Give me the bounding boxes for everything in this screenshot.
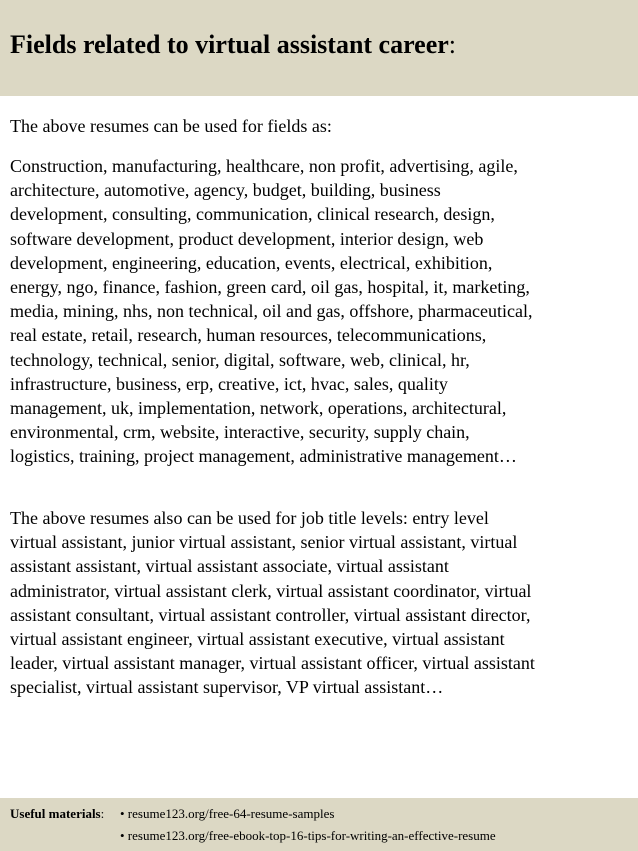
job-levels-text-line: assistant assistant, virtual assistant associate, virtual assistant bbox=[10, 556, 449, 577]
fields-text-line: energy, ngo, finance, fashion, green card, oil gas, hospital, it, marketing, bbox=[10, 277, 530, 298]
fields-text-line: management, uk, implementation, network, operations, architectural, bbox=[10, 398, 507, 419]
fields-text-line: environmental, crm, website, interactive, security, supply chain, bbox=[10, 422, 470, 443]
useful-materials-label-colon: : bbox=[100, 806, 105, 821]
resource-link-ebook-tips[interactable]: • resume123.org/free-ebook-top-16-tips-for-writing-an-effective-resume bbox=[120, 828, 496, 843]
useful-materials-label-text: Useful materials bbox=[10, 806, 101, 821]
page-title bbox=[10, 30, 456, 60]
footer-band bbox=[0, 798, 638, 851]
useful-materials-label bbox=[10, 806, 104, 822]
job-levels-text-line: specialist, virtual assistant supervisor, VP virtual assistant… bbox=[10, 677, 444, 698]
job-levels-text-line: assistant consultant, virtual assistant controller, virtual assistant director, bbox=[10, 604, 531, 625]
job-levels-text-line: virtual assistant, junior virtual assistant, senior virtual assistant, virtual bbox=[10, 532, 518, 553]
fields-text-line: software development, product development, interior design, web bbox=[10, 228, 484, 249]
fields-paragraph bbox=[10, 154, 632, 469]
fields-text-line: logistics, training, project management, administrative management… bbox=[10, 446, 517, 467]
fields-text-line: technology, technical, senior, digital, software, web, clinical, hr, bbox=[10, 349, 470, 370]
fields-text-line: real estate, retail, research, human resources, telecommunications, bbox=[10, 325, 487, 346]
job-levels-text-line: administrator, virtual assistant clerk, virtual assistant coordinator, virtual bbox=[10, 580, 532, 601]
page-title-colon: : bbox=[448, 30, 457, 59]
job-levels-text-line: virtual assistant engineer, virtual assistant executive, virtual assistant bbox=[10, 629, 505, 650]
intro-text: The above resumes can be used for fields as: bbox=[10, 116, 332, 136]
fields-text-line: media, mining, nhs, non technical, oil and gas, offshore, pharmaceutical, bbox=[10, 301, 533, 322]
title-band bbox=[0, 0, 638, 96]
job-levels-paragraph bbox=[10, 506, 632, 700]
page-title-text: Fields related to virtual assistant career bbox=[10, 30, 449, 59]
fields-text-line: infrastructure, business, erp, creative, ict, hvac, sales, quality bbox=[10, 373, 448, 394]
job-levels-text-line: leader, virtual assistant manager, virtual assistant officer, virtual assistant bbox=[10, 653, 535, 674]
fields-text-line: development, engineering, education, events, electrical, exhibition, bbox=[10, 252, 493, 273]
fields-text-line: architecture, automotive, agency, budget, building, business bbox=[10, 180, 441, 201]
fields-text-line: Construction, manufacturing, healthcare, non profit, advertising, agile, bbox=[10, 156, 518, 176]
fields-text-line: development, consulting, communication, clinical research, design, bbox=[10, 204, 495, 225]
job-levels-text-line: The above resumes also can be used for job title levels: entry level bbox=[10, 508, 489, 528]
resource-link-resume-samples[interactable]: • resume123.org/free-64-resume-samples bbox=[120, 806, 335, 821]
